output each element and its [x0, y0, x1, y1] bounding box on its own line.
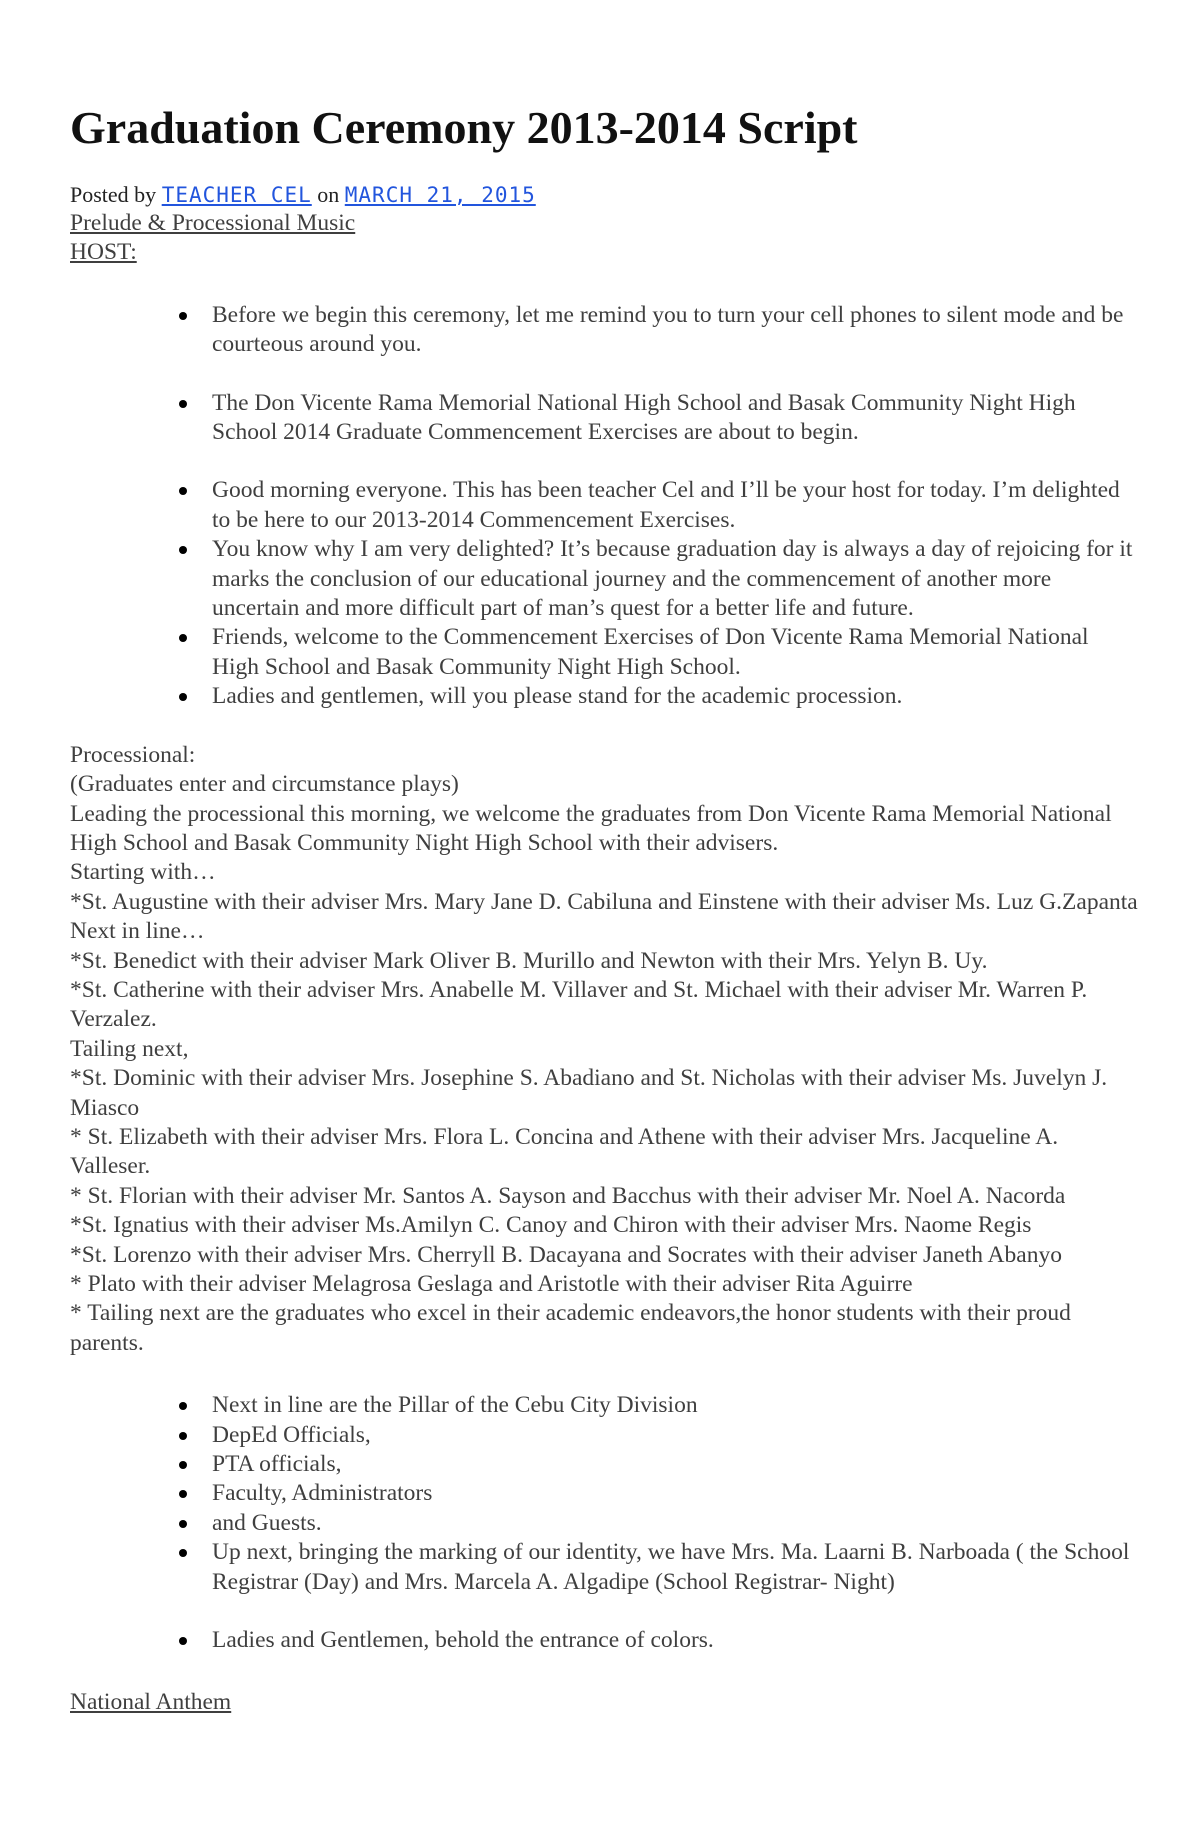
list-item: The Don Vicente Rama Memorial National High School and Basak Community Night High School 2014 Graduate Commencement Exercises are about to begin.: [212, 389, 1140, 448]
processional-line: (Graduates enter and circumstance plays): [70, 771, 459, 798]
processional-line: *St. Dominic with their adviser Mrs. Josephine S. Abadiano and St. Nicholas with their adviser Ms. Juvelyn J. Miasco: [70, 1065, 1108, 1121]
processional-line: Leading the processional this morning, we welcome the graduates from Don Vicente Rama Memorial National High School and Basak Community Night High School with their advisers.: [70, 800, 1112, 856]
list-item: Up next, bringing the marking of our identity, we have Mrs. Ma. Laarni B. Narboada ( the School Registrar (Day) and Mrs. Marcela A. Algadipe (School Registrar- Night): [212, 1538, 1140, 1597]
processional-line: *St. Augustine with their adviser Mrs. Mary Jane D. Cabiluna and Einstene with their adviser Ms. Luz G.Zapanta: [70, 888, 1138, 915]
list-item: Good morning everyone. This has been teacher Cel and I’ll be your host for today. I’m delighted to be here to our 2013-2014 Commencement Exercises.: [212, 476, 1140, 535]
processional-line: Processional:: [70, 741, 196, 768]
processional-line: *St. Ignatius with their adviser Ms.Amilyn C. Canoy and Chiron with their adviser Mrs. Naome Regis: [70, 1212, 1032, 1239]
list-item: Next in line are the Pillar of the Cebu City Division: [212, 1391, 1140, 1420]
post-content: [70, 209, 1140, 1718]
host-list: [70, 389, 1140, 448]
list-item: Ladies and Gentlemen, behold the entrance of colors.: [212, 1626, 1140, 1655]
host-heading: HOST:: [70, 239, 137, 266]
list-item: Faculty, Administrators: [212, 1479, 1140, 1508]
processional-line: *St. Lorenzo with their adviser Mrs. Cherryll B. Dacayana and Socrates with their adviser Janeth Abanyo: [70, 1241, 1062, 1268]
processional-line: * Tailing next are the graduates who excel in their academic endeavors,the honor students with their proud parents.: [70, 1300, 1071, 1356]
on-label: on: [311, 182, 345, 207]
author-link[interactable]: TEACHER CEL: [161, 183, 312, 207]
processional-line: * St. Florian with their adviser Mr. Santos A. Sayson and Bacchus with their adviser Mr. Noel A. Nacorda: [70, 1182, 1066, 1209]
guest-list: [70, 1391, 1140, 1597]
list-item: DepEd Officials,: [212, 1421, 1140, 1450]
processional-line: * Plato with their adviser Melagrosa Geslaga and Aristotle with their adviser Rita Aguirre: [70, 1271, 913, 1297]
processional-line: Starting with…: [70, 859, 216, 886]
prelude-heading: Prelude & Processional Music: [70, 210, 356, 236]
list-item: Ladies and gentlemen, will you please stand for the academic procession.: [212, 682, 1140, 711]
processional-line: Tailing next,: [70, 1035, 189, 1062]
closing-list: [70, 1626, 1140, 1655]
list-item: PTA officials,: [212, 1450, 1140, 1479]
host-list: [70, 301, 1140, 360]
host-list: [70, 476, 1140, 711]
post-meta: [70, 181, 536, 209]
date-link[interactable]: MARCH 21, 2015: [344, 183, 536, 207]
national-anthem-heading: National Anthem: [70, 1689, 232, 1716]
processional-section: [70, 741, 1140, 1359]
processional-line: Next in line…: [70, 918, 205, 945]
list-item: and Guests.: [212, 1509, 1140, 1538]
processional-line: *St. Catherine with their adviser Mrs. Anabelle M. Villaver and St. Michael with their adviser Mr. Warren P. Verzalez.: [70, 976, 1088, 1033]
posted-by-label: Posted by: [70, 182, 162, 207]
post-title: Graduation Ceremony 2013-2014 Script: [70, 102, 858, 153]
processional-line: *St. Benedict with their adviser Mark Oliver B. Murillo and Newton with their Mrs. Yelyn B. Uy.: [70, 947, 988, 974]
list-item: You know why I am very delighted? It’s because graduation day is always a day of rejoicing for it marks the conclusion of our educational journey and the commencement of another more uncertain and more difficult part of man’s quest for a better life and future.: [212, 535, 1140, 623]
list-item: Before we begin this ceremony, let me remind you to turn your cell phones to silent mode and be courteous around you.: [212, 301, 1140, 360]
processional-line: * St. Elizabeth with their adviser Mrs. Flora L. Concina and Athene with their adviser Mrs. Jacqueline A. Valleser.: [70, 1123, 1059, 1180]
list-item: Friends, welcome to the Commencement Exercises of Don Vicente Rama Memorial National High School and Basak Community Night High School.: [212, 623, 1140, 682]
